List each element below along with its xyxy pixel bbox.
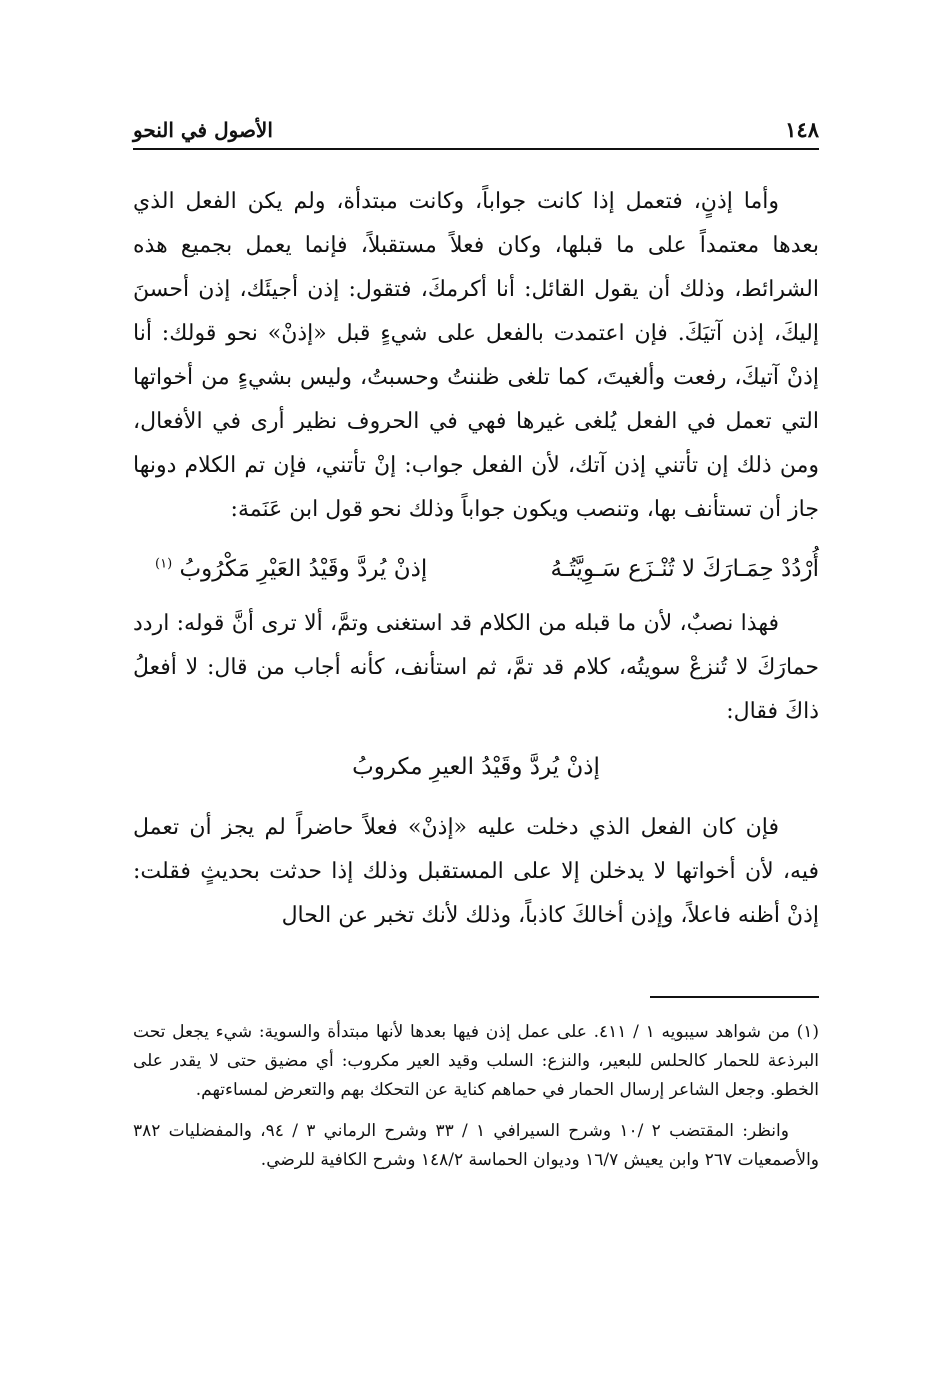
running-header bbox=[133, 112, 819, 150]
verse-second-hemistich bbox=[155, 556, 427, 582]
footnote-divider bbox=[650, 996, 819, 998]
footnote-2: وانظر: المقتضب ٢ /١٠ وشرح السيرافي ١ / ٣٣ وشرح الرماني ٣ / ٩٤، والمفضليات ٣٨٢ والأصمعيات ٢٦٧ وابن يعيش ١٦/٧ وديوان الحماسة ١٤٨/٢ وشرح الكافية للرضي. bbox=[133, 1121, 819, 1170]
poetry-verse bbox=[133, 542, 819, 596]
footnote-marker: (١) bbox=[155, 556, 173, 572]
verse-second-text: إذنْ يُردَّ وقَيْدُ العَيْرِ مَكْرُوبُ bbox=[179, 556, 428, 582]
footnote-1: (١) من شواهد سيبويه ١ / ٤١١. على عمل إذن فيها بعدها لأنها مبتدأة والسوية: شيء يجعل تحت البرذعة للحمار كالحلس للبعير، والنزع: السلب وقيد العير مكروب: أي مضيق حتى لا يقدر على الخطو. وجعل الشاعر إرسال الحمار في حماهم كناية عن التحكك بهم والتعرض لمساءتهم. bbox=[133, 1022, 819, 1100]
paragraph-3: فإن كان الفعل الذي دخلت عليه «إذنْ» فعلاً حاضراً لم يجز أن تعمل فيه، لأن أخواتها لا يدخلن إلا على المستقبل وذلك إذا حدثت بحديثٍ فقلت: إذنْ أظنه فاعلاً، وإذن أخالكَ كاذباً، وذلك لأنك تخبر عن الحال bbox=[133, 815, 819, 928]
verse-first-hemistich: أُرْدُدْ حِمَـارَكَ لا تُنْـزَع سَـوِيَّتُـهُ bbox=[550, 556, 819, 582]
page-number: ١٤٨ bbox=[785, 117, 819, 142]
main-text bbox=[133, 180, 819, 938]
book-title: الأصول في النحو bbox=[133, 118, 273, 142]
quoted-hemistich: إذنْ يُردَّ وقَيْدُ العيرِ مكروبُ bbox=[352, 754, 600, 780]
paragraph-2: فهذا نصبٌ، لأن ما قبله من الكلام قد استغنى وتمَّ، ألا ترى أنَّ قوله: اردد حمارَكَ لا تُنزعْ سويتُه، كلام قد تمَّ، ثم استأنف، كأنه أجاب من قال: لا أفعلُ ذاكَ فقال: bbox=[133, 611, 819, 724]
paragraph-1: وأما إذنٍ، فتعمل إذا كانت جواباً، وكانت مبتدأة، ولم يكن الفعل الذي بعدها معتمداً على ما قبلها، وكان فعلاً مستقبلاً، فإنما يعمل بجميع هذه الشرائط، وذلك أن يقول القائل: أنا أكرمكَ، فتقول: إذن أجيئَك، إذن أحسنَ إليكَ، إذن آتيَكَ. فإن اعتمدت بالفعل على شيءٍ قبل «إذنْ» نحو قولك: أنا إذنْ آتيكَ، رفعت وألغيتَ، كما تلغى ظننتُ وحسبتُ، وليس بشيءٍ من أخواتها التي تعمل في الفعل يُلغى غيرها فهي في الحروف نظير أرى في الأفعال، ومن ذلك إن تأتني إذن آتك، لأن الفعل جواب: إنْ تأتني، فإن تم الكلام دونها جاز أن تستأنف بها، وتنصب ويكون جواباً وذلك نحو قول ابن عَنَمة: bbox=[133, 189, 819, 522]
footnotes bbox=[133, 1018, 819, 1187]
